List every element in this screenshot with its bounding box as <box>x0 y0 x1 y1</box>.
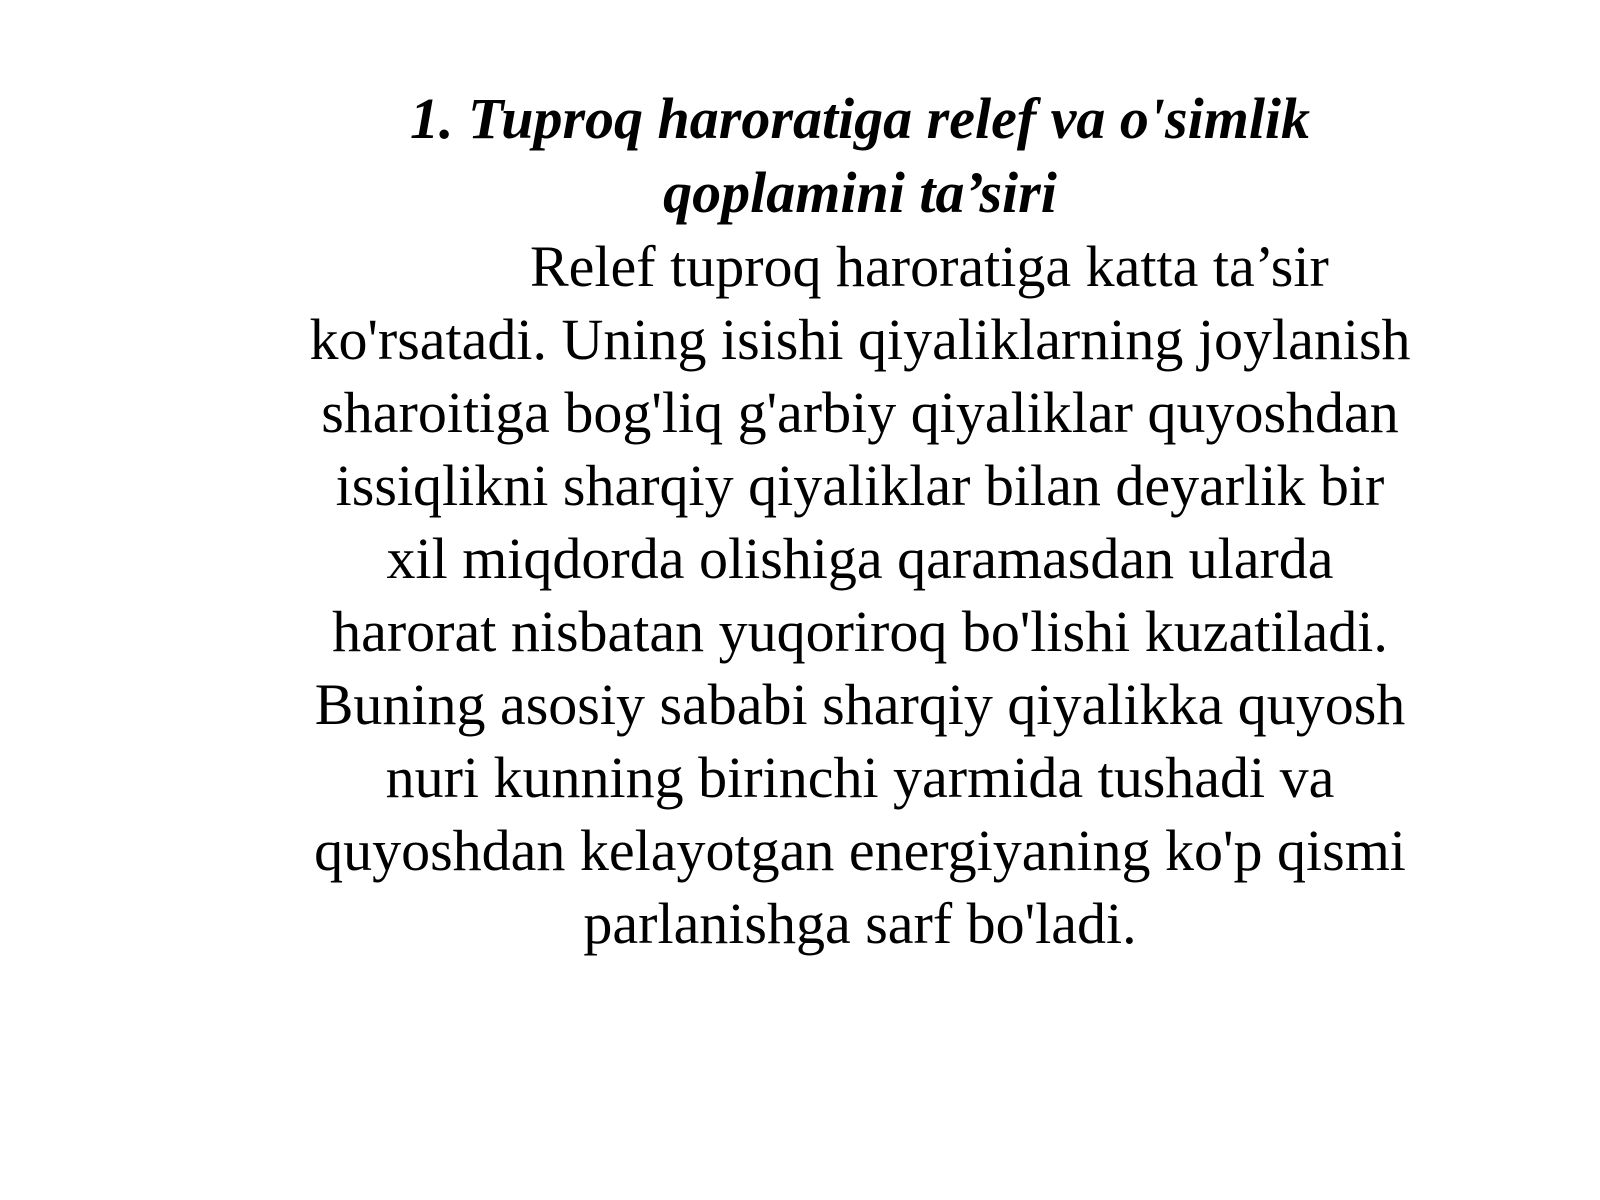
body-line-7: Buning asosiy sababi sharqiy qiyalikka quyosh <box>314 672 1406 737</box>
body-line-4: issiqlikni sharqiy qiyaliklar bilan deyarlik bir <box>335 453 1385 518</box>
slide-title-line-2: qoplamini ta’siri <box>663 160 1057 225</box>
body-line-3: sharoitiga bog'liq g'arbiy qiyaliklar quyoshdan <box>321 380 1399 445</box>
body-line-8: nuri kunning birinchi yarmida tushadi va <box>385 745 1335 810</box>
body-line-6: harorat nisbatan yuqoriroq bo'lishi kuzatiladi. <box>332 599 1388 664</box>
body-line-1: Relef tuproq haroratiga katta ta’sir <box>530 234 1329 299</box>
body-line-10: parlanishga sarf bo'ladi. <box>583 891 1137 956</box>
body-line-2: ko'rsatadi. Uning isishi qiyaliklarning joylanish <box>309 307 1411 372</box>
body-line-5: xil miqdorda olishiga qaramasdan ularda <box>386 526 1334 591</box>
slide-title-line-1: 1. Tuproq haroratiga relef va o'simlik <box>409 86 1311 151</box>
body-line-9: quyoshdan kelayotgan energiyaning ko'p qismi <box>314 818 1406 883</box>
